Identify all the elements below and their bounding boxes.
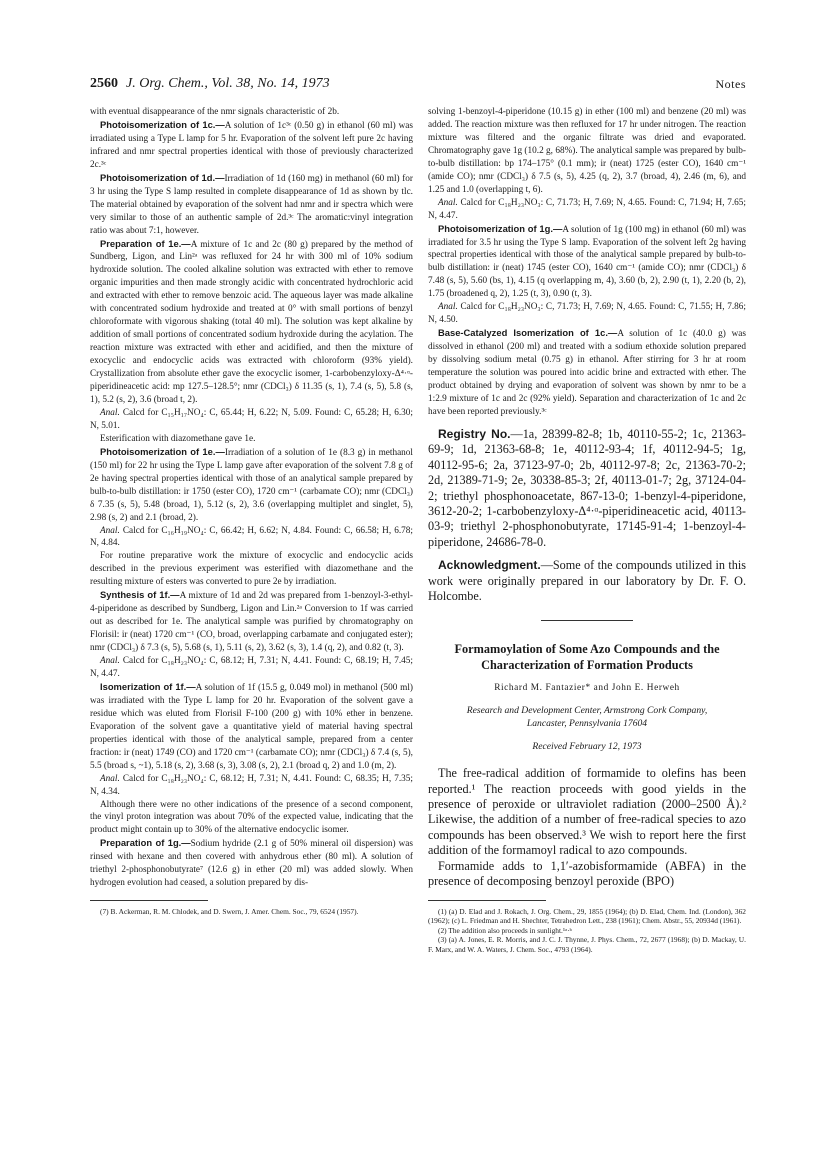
paragraph-heading: Photoisomerization of 1g.— [438, 222, 563, 234]
paragraph: Preparation of 1g.—Sodium hydride (2.1 g of 50% mineral oil dispersion) was rinsed with hexane and then covered with anhydrous ether (80 ml). A solution of triethyl 2-phosphonobutyrate⁷ (12.6 g) in ether (20 ml) was added slowly. When hydrogen evolution had ceased, a solution prepared by dis- [90, 837, 414, 889]
paragraph: Isomerization of 1f.—A solution of 1f (15.5 g, 0.049 mol) in methanol (500 ml) was irradiated with the Type L lamp for 20 hr. Evaporation of the solvent gave a residue which was eluted from Florisil F-100 (200 g) with 10% ether in benzene. Evaporation of the solvent gave a quantitative yield of material having spectral properties identical with those of the analytical sample, prepared from a center fraction: ir (neat) 1749 (CO) and 1720 cm⁻¹ (carbamate CO); nmr (CDCl₃) δ 7.4 (s, 5), 5.5 (broad s, ~1), 5.18 (s, 2), 3.68 (s, 3), 3.08 (s, 2), 2.1 (broad q, 2) and 1.0 (m, 2). [90, 680, 414, 771]
received-date: Received February 12, 1973 [532, 741, 642, 753]
footnote: (2) The addition also proceeds in sunlight.¹ᵃ·ᵇ [438, 925, 572, 935]
registry-heading: Registry No. [438, 426, 511, 441]
paragraph: Photoisomerization of 1d.—Irradiation of 1d (160 mg) in methanol (60 ml) for 3 hr using the Type S lamp resulted in complete disappearance of 1d as shown by tlc. The material obtained by evaporation of the solvent had nmr and ir spectra which were very similar to those of an authentic sample of 2d.³ᶜ The aromatic:vinyl integration ratio was about 7:1, however. [90, 171, 413, 236]
paragraph-heading: Base-Catalyzed Isomerization of 1c.— [438, 327, 618, 339]
paragraph-heading: Photoisomerization of 1c.— [100, 118, 225, 130]
article-authors: Richard M. Fantazier* and John E. Herweh [494, 683, 680, 694]
footnote: (7) B. Ackerman, R. M. Chlodek, and D. Swern, J. Amer. Chem. Soc., 79, 6524 (1957). [100, 907, 359, 917]
analysis-paragraph: Anal. Calcd for C₁₈H₂₃NO₄: C, 68.12; H, 7.31; N, 4.41. Found: C, 68.35; H, 7.35; N, 4.34. [90, 773, 414, 797]
paragraph-heading: Photoisomerization of 1e.— [100, 445, 225, 457]
paragraph: Esterification with diazomethane gave 1e. [100, 433, 256, 444]
paragraph-heading: Preparation of 1e.— [100, 237, 191, 249]
running-header [90, 76, 746, 94]
paragraph-heading: Isomerization of 1f.— [100, 680, 196, 692]
article-paragraph: Formamide adds to 1,1′-azobisformamide (ABFA) in the presence of decomposing benzoyl peroxide (BPO) [428, 858, 746, 889]
paragraph: Preparation of 1e.—A mixture of 1c and 2c (80 g) prepared by the method of Sundberg, Ligon, and Lin²ᵃ was refluxed for 24 hr with 300 ml of 10% sodium hydroxide solution. The cooled alkaline solution was extracted with ether to remove organic impurities and then made strongly acidic with concentrated hydrochloric acid and extracted with ether to remove benzoic acid. The aqueous layer was made alkaline with concentrated sodium hydroxide and treated at 0° with small portions of benzyl chloroformate with vigorous shaking (total 40 ml). The solution was kept alkaline by addition of small portions of concentrated sodium hydroxide during the acylation. The reaction mixture was extracted with ether and acidified, and then the mixture of exocyclic and endocyclic acids was extracted with chloroform (93% yield). Crystallization from absolute ether gave the exocyclic isomer, 1-carbobenzyloxy-Δ⁴·ᵅ-piperidineacetic acid: mp 127.5–128.5°; nmr (CDCl₃) δ 11.35 (s, 1), 7.4 (s, 5), 5.8 (s, 1), 5.2 (s, 2), 3.6 (broad t, 2). [90, 237, 413, 405]
paragraph-heading: Synthesis of 1f.— [100, 589, 180, 601]
analysis-paragraph: Anal. Calcd for C₁₈H₂₃NO₄: C, 68.12; H, 7.31; N, 4.41. Found: C, 68.19; H, 7.45; N, 4.47. [90, 656, 414, 679]
paragraph: For routine preparative work the mixture of exocyclic and endocyclic acids described in the previous experiment was esterified with diazomethane and the resulting mixture of esters was converted to pure 2e by irradiation. [90, 551, 413, 588]
paragraph: Although there were no other indications of the presence of a second component, the vinyl proton integration was about 70% of the expected value, indicating that the product might contain up to 30% of the alternative endocyclic isomer. [90, 799, 413, 836]
article-paragraph: The free-radical addition of formamide to olefins has been reported.¹ The reaction proceeds with good yields in the presence of peroxide or ultraviolet radiation (2000–2500 Å).² Likewise, the addition of a number of free-radical species to azo compounds has been observed.³ We wish to report here the first addition of the formamoyl radical to azo compounds. [428, 766, 746, 858]
paragraph: Synthesis of 1f.—A mixture of 1d and 2d was prepared from 1-benzoyl-3-ethyl-4-piperidone as described by Sundberg, Ligon and Lin.²ᵃ Conversion to 1f was carried out as described for 1e. The analytical sample was purified by chromatography on Florisil: ir (neat) 1720 cm⁻¹ (CO, broad, overlapping carbamate and conjugated ester); nmr (CDCl₃) δ 7.3 (s, 5), 5.68 (s, 1), 5.11 (s, 2), 3.62 (s, 3), 1.4 (q, 2), and 0.82 (t, 3). [90, 589, 413, 654]
left-column [90, 106, 413, 917]
paragraph: solving 1-benzoyl-4-piperidone (10.15 g) in ether (100 ml) and benzene (20 ml) was added. The reaction mixture was then refluxed for 17 hr under nitrogen. The reaction mixture was filtered and the organic filtrate was dried and evaporated. Chromatography gave 1g (10.2 g, 68%). The analytical sample was prepared by bulb-to-bulb distillation: bp 174–175° (0.1 mm); ir (neat) 1725 (ester CO), 1640 cm⁻¹ (amide CO); nmr (CDCl₃) δ 7.5 (s, 5), 4.25 (q, 2), 3.7 (broad, 4), 2.46 (m, 6), and 1.25 and 1.0 (overlapping t, 6). [428, 107, 746, 195]
paragraph: Photoisomerization of 1c.—A solution of 1c³ᶜ (0.50 g) in ethanol (60 ml) was irradiated using a Type L lamp for 5 hr. Evaporation of the solvent left pure 2c having infrared and nmr spectral properties identical with those of previously characterized 2c.³ᶜ [90, 118, 414, 170]
right-column [428, 106, 746, 954]
registry-numbers: Registry No.—1a, 28399-82-8; 1b, 40110-55-2; 1c, 21363-69-9; 1d, 21363-68-8; 1e, 40112-93-4; 1f, 40112-94-5; 1g, 40112-95-6; 2a, 37123-97-0; 2b, 40112-97-8; 2c, 21363-70-2; 2d, 21389-71-9; 2e, 30338-85-3; 2f, 40113-01-7; 2g, 37124-04-2; triethyl phosphonoacetate, 867-13-0; 1-benzyl-4-piperidone, 3612-20-2; 1-carbobenzyloxy-Δ⁴·ᵅ-piperidineacetic acid, 40113-03-9; triethyl 2-phosphonobutyrate, 17145-91-4; 1-benzoyl-4-piperidone, 24686-78-0. [428, 426, 746, 549]
analysis-paragraph: Anal. Calcd for C₁₈H₂₃NO₃: C, 71.73; H, 7.69; N, 4.65. Found: C, 71.55; H, 7.86; N, 4.50. [428, 302, 747, 326]
footnote-divider [90, 900, 208, 901]
footnote: (3) (a) A. Jones, E. R. Morris, and J. C. J. Thynne, J. Phys. Chem., 72, 2677 (1968); (b) D. Mackay, U. F. Marx, and W. A. Waters, J. Chem. Soc., 4793 (1964). [428, 935, 746, 954]
footnote-divider [428, 900, 546, 901]
analysis-paragraph: Anal. Calcd for C₁₈H₂₃NO₃: C, 71.73; H, 7.69; N, 4.65. Found: C, 71.94; H, 7.65; N, 4.47. [428, 197, 747, 221]
paragraph-heading: Photoisomerization of 1d.— [100, 171, 225, 183]
paragraph: Photoisomerization of 1e.—Irradiation of a solution of 1e (8.3 g) in methanol (150 ml) for 22 hr using the Type L lamp gave after evaporation of the solvent 7.8 g of 2e having spectral properties identical with those of an analytical sample prepared by bulb-to-bulb distillation: ir 1750 (ester CO), 1720 cm⁻¹ (carbamate CO); nmr (CDCl₃) δ 7.35 (s, 5), 5.48 (broad, 1), 5.12 (s, 2), 3.6 (overlapping multiplet and singlet, 5), 2.98 (s, 2) and 2.1 (broad, 2). [90, 445, 414, 523]
analysis-paragraph: Anal. Calcd for C₁₅H₁₇NO₄: C, 65.44; H, 6.22; N, 5.09. Found: C, 65.28; H, 6.30; N, 5.01. [90, 407, 414, 431]
footnote: (1) (a) D. Elad and J. Rokach, J. Org. Chem., 29, 1855 (1964); (b) D. Elad, Chem. Ind. (London), 362 (1962); (c) L. Friedman and H. Shechter, Tetrahedron Lett., 238 (1961); Chem. Abstr., 55, 20934d (1961). [428, 906, 746, 926]
footnotes [428, 907, 746, 955]
acknowledgment-heading: Acknowledgment. [438, 558, 541, 573]
article-divider [541, 620, 633, 621]
paragraph: with eventual disappearance of the nmr signals characteristic of 2b. [90, 107, 340, 117]
paragraph-heading: Preparation of 1g.— [100, 837, 191, 849]
paragraph: Base-Catalyzed Isomerization of 1c.—A solution of 1c (40.0 g) was dissolved in ethanol (200 ml) and treated with a sodium ethoxide solution prepared by dissolving sodium metal (0.75 g) in ethanol. After stirring for 3 hr at room temperature the solution was poured into acidic brine and extracted with ether. The product obtained by drying and evaporation of solvent was shown by nmr to be a 1:2.9 mixture of 1c and 2c (92% yield). Separation and characterization of 1c and 2c have been reported previously.³ᶜ [428, 327, 746, 417]
analysis-paragraph: Anal. Calcd for C₁₆H₁₉NO₄: C, 66.42; H, 6.62; N, 4.84. Found: C, 66.58; H, 6.78; N, 4.84. [90, 525, 414, 549]
section-label: Notes [715, 77, 746, 91]
article-title: Formamoylation of Some Azo Compounds and the Characterization of Formation Products [454, 642, 720, 673]
page-number: 2560 [90, 76, 118, 91]
paragraph: Photoisomerization of 1g.—A solution of 1g (100 mg) in ethanol (60 ml) was irradiated for 3.5 hr using the Type S lamp. Evaporation of the solvent left 2g having spectral properties identical with those of the analytical sample prepared by bulb-to-bulb distillation: ir (neat) 1745 (ester CO), 1640 cm⁻¹ (amide CO); nmr (CDCl₃) δ 7.48 (s, 5), 5.60 (bs, 1), 4.15 (q overlapping m, 4), 3.60 (b, 2), 2.90 (t, 1), 2.20 (b, 2), 1.75 (broadened q, 2), 1.25 (t, 3), 0.90 (t, 3). [428, 222, 746, 300]
journal-citation: J. Org. Chem., Vol. 38, No. 14, 1973 [126, 76, 330, 91]
article-affiliation: Research and Development Center, Armstrong Cork Company, Lancaster, Pennsylvania 17604 [466, 705, 708, 729]
acknowledgment: Acknowledgment.—Some of the compounds utilized in this work were originally prepared in our laboratory by Dr. F. O. Holcombe. [428, 558, 746, 603]
